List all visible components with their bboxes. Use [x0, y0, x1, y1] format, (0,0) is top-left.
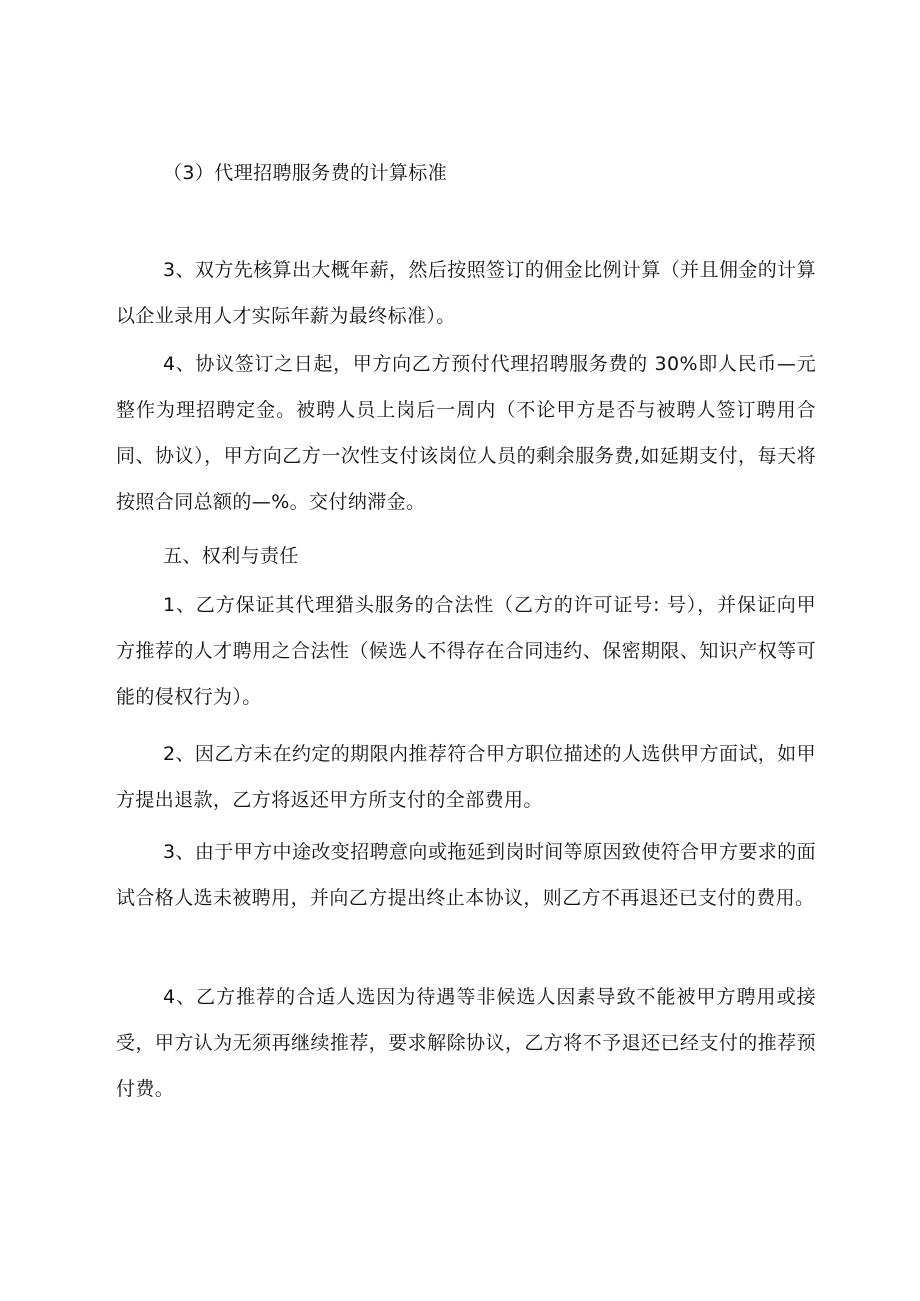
subsection-heading-3: （3）代理招聘服务费的计算标准: [163, 162, 448, 184]
paragraph-3: 3、双方先核算出大概年薪，然后按照签订的佣金比例计算（并且佣金的计算以企业录用人才实际年薪为最终标准）。: [116, 259, 816, 327]
rights-item-4: 4、乙方推荐的合适人选因为待遇等非候选人因素导致不能被甲方聘用或接受，甲方认为无须再继续推荐，要求解除协议，乙方将不予退还已经支付的推荐预付费。: [116, 986, 816, 1100]
paragraph-4: 4、协议签订之日起，甲方向乙方预付代理招聘服务费的 30%即人民币—元整作为理招聘定金。被聘人员上岗后一周内（不论甲方是否与被聘人签订聘用合同、协议），甲方向乙方一次性支付该岗位人员的剩余服务费,如延期支付，每天将按照合同总额的—%。交付纳滞金。: [116, 353, 816, 513]
rights-item-2: 2、因乙方未在约定的期限内推荐符合甲方职位描述的人选供甲方面试，如甲方提出退款，乙方将返还甲方所支付的全部费用。: [116, 743, 816, 811]
rights-item-1: 1、乙方保证其代理猎头服务的合法性（乙方的许可证号: 号），并保证向甲方推荐的人才聘用之合法性（候选人不得存在合同违约、保密期限、知识产权等可能的侵权行为）。: [116, 594, 816, 708]
rights-item-3: 3、由于甲方中途改变招聘意向或拖延到岗时间等原因致使符合甲方要求的面试合格人选未被聘用，并向乙方提出终止本协议，则乙方不再退还已支付的费用。: [116, 841, 816, 909]
section-heading-5: 五、权利与责任: [163, 545, 299, 567]
